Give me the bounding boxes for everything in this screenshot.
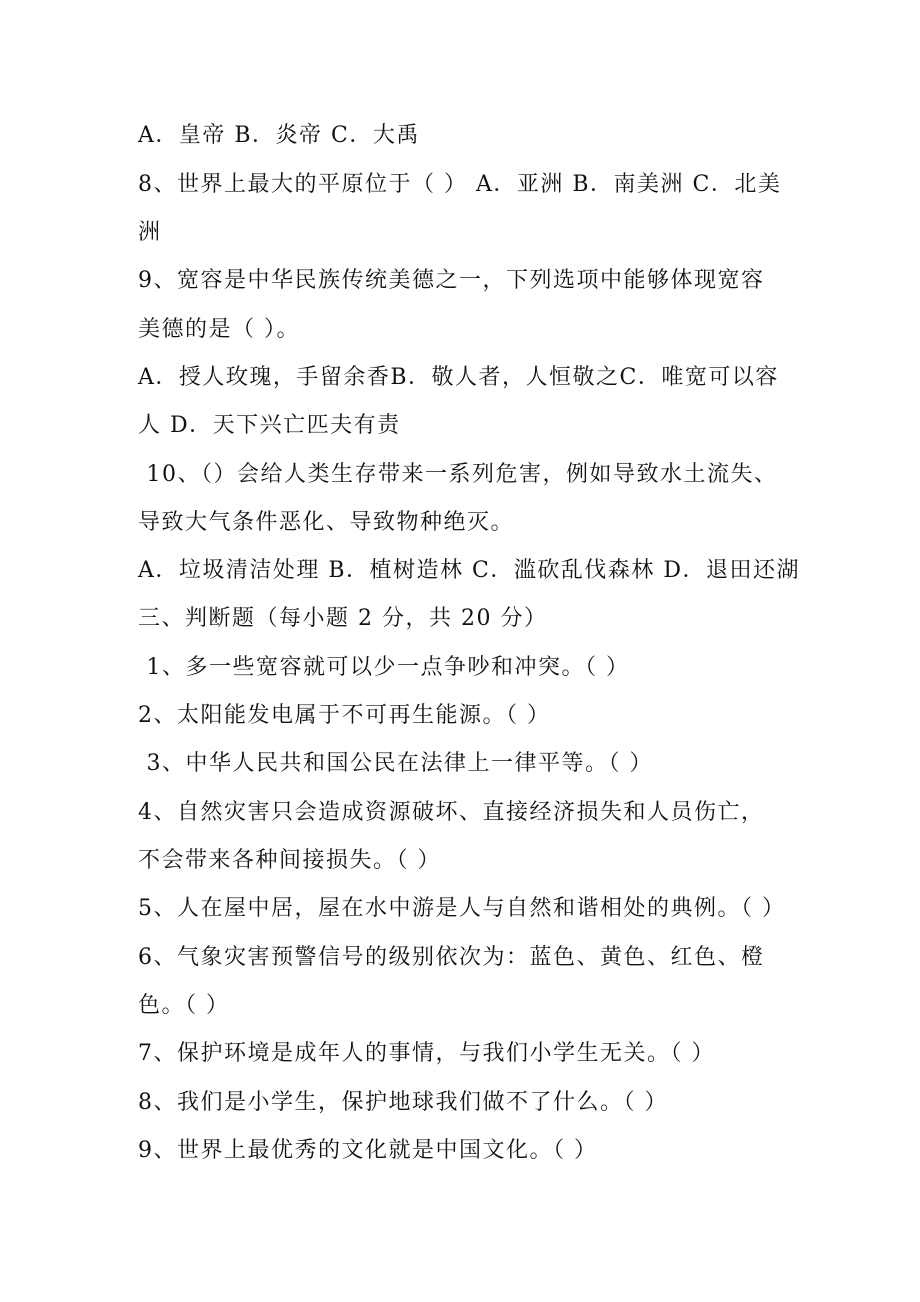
tf-question-3: 3、中华人民共和国公民在法律上一律平等。（ ）: [138, 751, 653, 776]
question-9-continued: 美德的是（ ）。: [138, 317, 300, 342]
question-8: 8、世界上最大的平原位于（ ） A．亚洲 B．南美洲 C．北美: [138, 172, 782, 197]
tf-question-6-continued: 色。（ ）: [138, 993, 230, 1018]
section-heading-true-false: 三、判断题（每小题 2 分，共 20 分）: [138, 606, 548, 631]
options-q10: A．垃圾清洁处理 B．植树造林 C．滥砍乱伐森林 D．退田还湖: [138, 558, 801, 583]
question-10: 10、（）会给人类生存带来一系列危害，例如导致水土流失、: [138, 462, 778, 487]
options-q9: A．授人玫瑰，手留余香B．敬人者，人恒敬之C．唯宽可以容: [138, 365, 779, 390]
question-10-continued: 导致大气条件恶化、导致物种绝灭。: [138, 510, 515, 535]
tf-question-2: 2、太阳能发电属于不可再生能源。（ ）: [138, 703, 551, 728]
options-q9-continued: 人 D．天下兴亡匹夫有责: [138, 413, 401, 438]
tf-question-9: 9、世界上最优秀的文化就是中国文化。（ ）: [138, 1138, 598, 1163]
question-9: 9、宽容是中华民族传统美德之一，下列选项中能够体现宽容: [138, 268, 765, 293]
tf-question-7: 7、保护环境是成年人的事情，与我们小学生无关。（ ）: [138, 1041, 715, 1066]
question-8-continued: 洲: [138, 220, 162, 245]
tf-question-8: 8、我们是小学生，保护地球我们做不了什么。（ ）: [138, 1090, 668, 1115]
tf-question-1: 1、多一些宽容就可以少一点争吵和冲突。（ ）: [138, 655, 630, 680]
tf-question-4-continued: 不会带来各种间接损失。（ ）: [138, 848, 441, 873]
tf-question-4: 4、自然灾害只会造成资源破坏、直接经济损失和人员伤亡，: [138, 800, 765, 825]
tf-question-6: 6、气象灾害预警信号的级别依次为：蓝色、黄色、红色、橙: [138, 945, 765, 970]
option-line-q7: A．皇帝 B．炎帝 C．大禹: [138, 123, 420, 148]
tf-question-5: 5、人在屋中居，屋在水中游是人与自然和谐相处的典例。（ ）: [138, 896, 786, 921]
